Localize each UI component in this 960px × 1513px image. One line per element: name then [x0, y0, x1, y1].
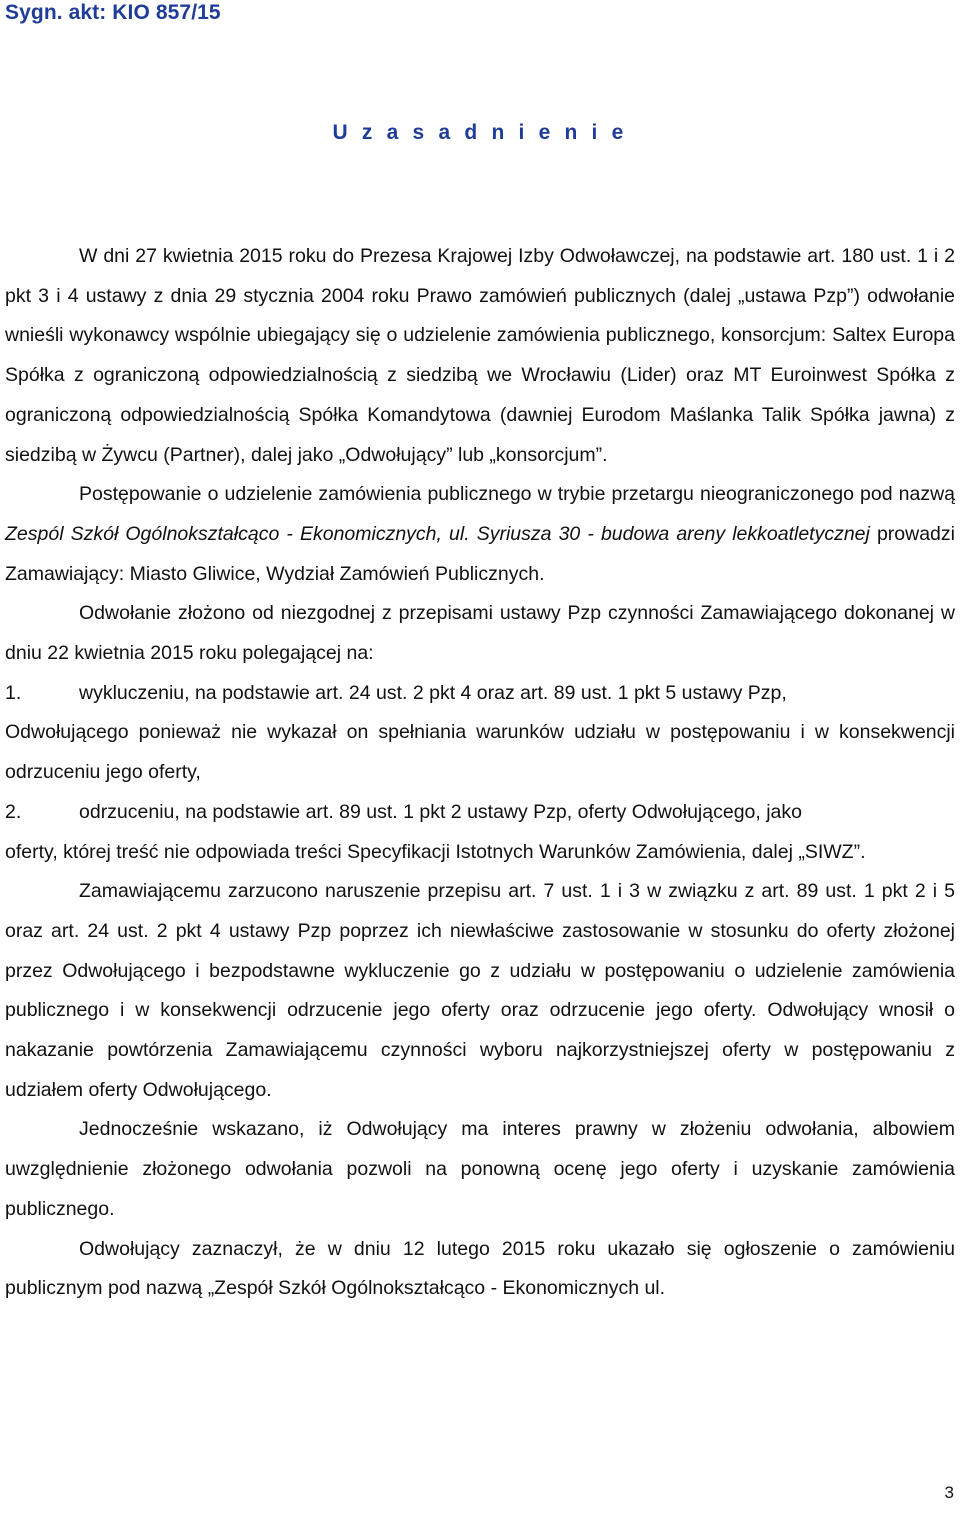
list-item-1	[5, 674, 955, 714]
procedure-text-end: prowadzi Zamawiający: Miasto Gliwice, Wydział Zamówień Publicznych.	[5, 522, 955, 585]
procedure-name-italic: Zespól Szkół Ogólnokształcąco - Ekonomicznych, ul. Syriusza 30 - budowa areny lekkoatletycznej	[5, 522, 870, 545]
document-title: U z a s a d n i e n i e	[332, 121, 628, 144]
page-number: 3	[944, 1483, 954, 1502]
list-text: odrzuceniu, na podstawie art. 89 ust. 1 pkt 2 ustawy Pzp, oferty Odwołującego, jako	[79, 800, 802, 823]
paragraph-appeal-intro: W dni 27 kwietnia 2015 roku do Prezesa Krajowej Izby Odwoławczej, na podstawie art. 180 ust. 1 i 2 pkt 3 i 4 ustawy z dnia 29 stycznia 2004 roku Prawo zamówień publicznych (dalej „ustawa Pzp”) odwołanie wnieśli wykonawcy wspólnie ubiegający się o udzielenie zamówienia publicznego, konsorcjum: Saltex Europa Spółka z ograniczoną odpowiedzialnością z siedzibą we Wrocławiu (Lider) oraz MT Euroinwest Spółka z ograniczoną odpowiedzialnością Spółka Komandytowa (dawniej Eurodom Maślanka Talik Spółka jawna) z siedzibą w Żywcu (Partner), dalej jako „Odwołujący” lub „konsorcjum”.	[5, 245, 955, 466]
document-body	[5, 237, 955, 1309]
list-item-2-continuation: oferty, której treść nie odpowiada treści Specyfikacji Istotnych Warunków Zamówienia, dalej „SIWZ”.	[5, 840, 866, 863]
paragraph-procedure	[5, 475, 955, 594]
list-text: wykluczeniu, na podstawie art. 24 ust. 2 pkt 4 oraz art. 89 ust. 1 pkt 5 ustawy Pzp,	[79, 681, 787, 704]
list-item-1-continuation: Odwołującego ponieważ nie wykazał on spełniania warunków udziału w postępowaniu i w konsekwencji odrzuceniu jego oferty,	[5, 721, 955, 784]
procedure-text-start: Postępowanie o udzielenie zamówienia publicznego w trybie przetargu nieograniczonego pod nazwą	[79, 483, 955, 506]
paragraph-charges: Zamawiającemu zarzucono naruszenie przepisu art. 7 ust. 1 i 3 w związku z art. 89 ust. 1 pkt 2 i 5 oraz art. 24 ust. 2 pkt 4 ustawy Pzp poprzez ich niewłaściwe zastosowanie w stosunku do oferty złożonej przez Odwołującego i bezpodstawne wykluczenie go z udziału w postępowaniu o udzielenie zamówienia publicznego i w konsekwencji odrzucenie jego oferty oraz odrzucenie jego oferty. Odwołujący wnosił o nakazanie powtórzenia Zamawiającemu czynności wyboru najkorzystniejszej oferty w postępowaniu z udziałem oferty Odwołującego.	[5, 880, 955, 1101]
paragraph-legal-interest: Jednocześnie wskazano, iż Odwołujący ma interes prawny w złożeniu odwołania, albowiem uwzględnienie złożonego odwołania pozwoli na ponowną ocenę jego oferty i uzyskanie zamówienia publicznego.	[5, 1118, 955, 1220]
list-number: 1.	[5, 681, 22, 704]
paragraph-appeal-grounds: Odwołanie złożono od niezgodnej z przepisami ustawy Pzp czynności Zamawiającego dokonanej w dniu 22 kwietnia 2015 roku polegającej na:	[5, 602, 955, 665]
list-item-2	[5, 793, 955, 833]
case-number: Sygn. akt: KIO 857/15	[5, 1, 221, 24]
paragraph-announcement: Odwołujący zaznaczył, że w dniu 12 lutego 2015 roku ukazało się ogłoszenie o zamówieniu publicznym pod nazwą „Zespół Szkół Ogólnokształcąco - Ekonomicznych ul.	[5, 1237, 955, 1300]
list-number: 2.	[5, 800, 22, 823]
